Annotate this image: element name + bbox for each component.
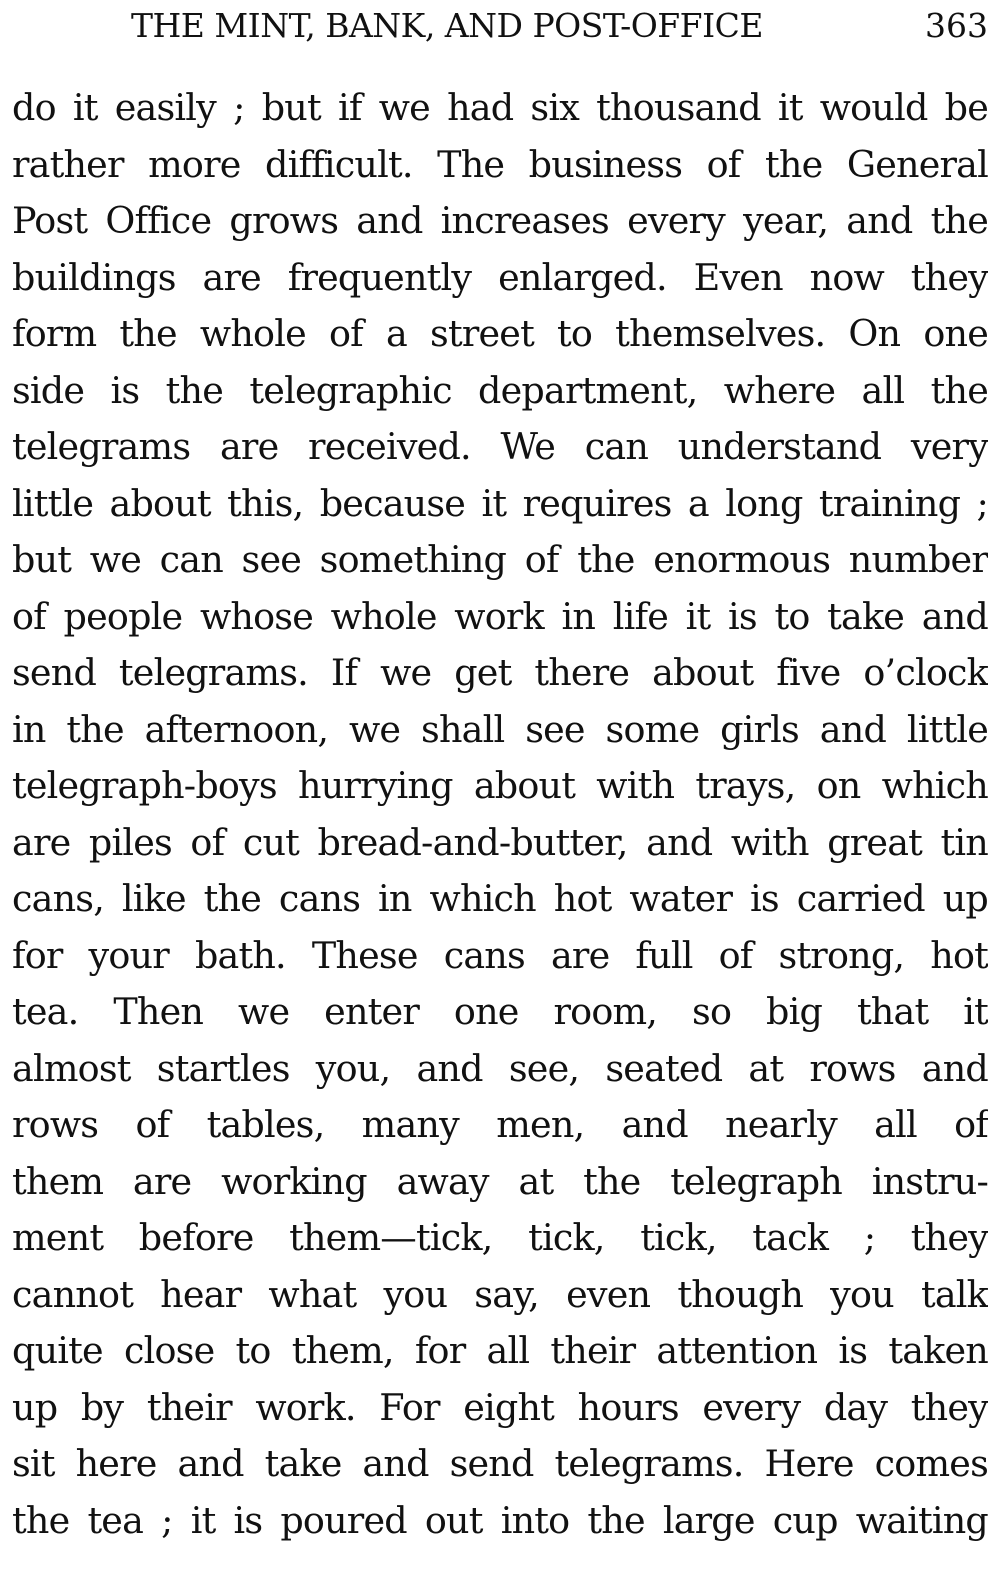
text-line: telegrams are received. We can understand very [12, 425, 988, 468]
running-head [0, 4, 1000, 48]
text-line: buildings are frequently enlarged. Even now they [12, 255, 988, 299]
text-line: little about this, because it requires a long training ; [12, 481, 988, 525]
text-line: telegraph-boys hurrying about with trays, on which [12, 764, 988, 807]
text-line: are piles of cut bread-and-butter, and with great tin [12, 820, 988, 864]
text-line: rows of tables, many men, and nearly all of [12, 1103, 988, 1146]
text-line: Post Office grows and increases every year, and the [12, 199, 988, 242]
text-line: for your bath. These cans are full of strong, hot [12, 933, 988, 977]
text-line: up by their work. For eight hours every day they [12, 1385, 988, 1429]
text-line: almost startles you, and see, seated at rows and [12, 1046, 988, 1090]
text-line: of people whose whole work in life it is to take and [12, 594, 988, 638]
text-line: rather more difficult. The business of the General [12, 142, 988, 186]
text-line: cannot hear what you say, even though you talk [12, 1272, 988, 1316]
text-line: form the whole of a street to themselves. On one [12, 312, 988, 355]
text-line: send telegrams. If we get there about five o’clock [12, 651, 988, 694]
text-line: the tea ; it is poured out into the large cup waiting [12, 1498, 988, 1542]
text-line: side is the telegraphic department, where all the [12, 368, 988, 412]
text-line: ment before them—tick, tick, tick, tack ; they [12, 1216, 988, 1259]
text-line: in the afternoon, we shall see some girls and little [12, 707, 988, 751]
text-line: do it easily ; but if we had six thousand it would be [12, 86, 988, 129]
text-line: tea. Then we enter one room, so big that it [12, 990, 988, 1033]
text-line: quite close to them, for all their attention is taken [12, 1329, 988, 1372]
text-line: cans, like the cans in which hot water is carried up [12, 877, 988, 920]
running-title: THE MINT, BANK, AND POST-OFFICE [131, 6, 763, 45]
page-number: 363 [925, 6, 988, 45]
text-line: but we can see something of the enormous number [12, 538, 988, 581]
body-text [12, 80, 988, 1549]
text-line: them are working away at the telegraph instru- [12, 1159, 988, 1203]
text-line: sit here and take and send telegrams. Here comes [12, 1442, 988, 1485]
